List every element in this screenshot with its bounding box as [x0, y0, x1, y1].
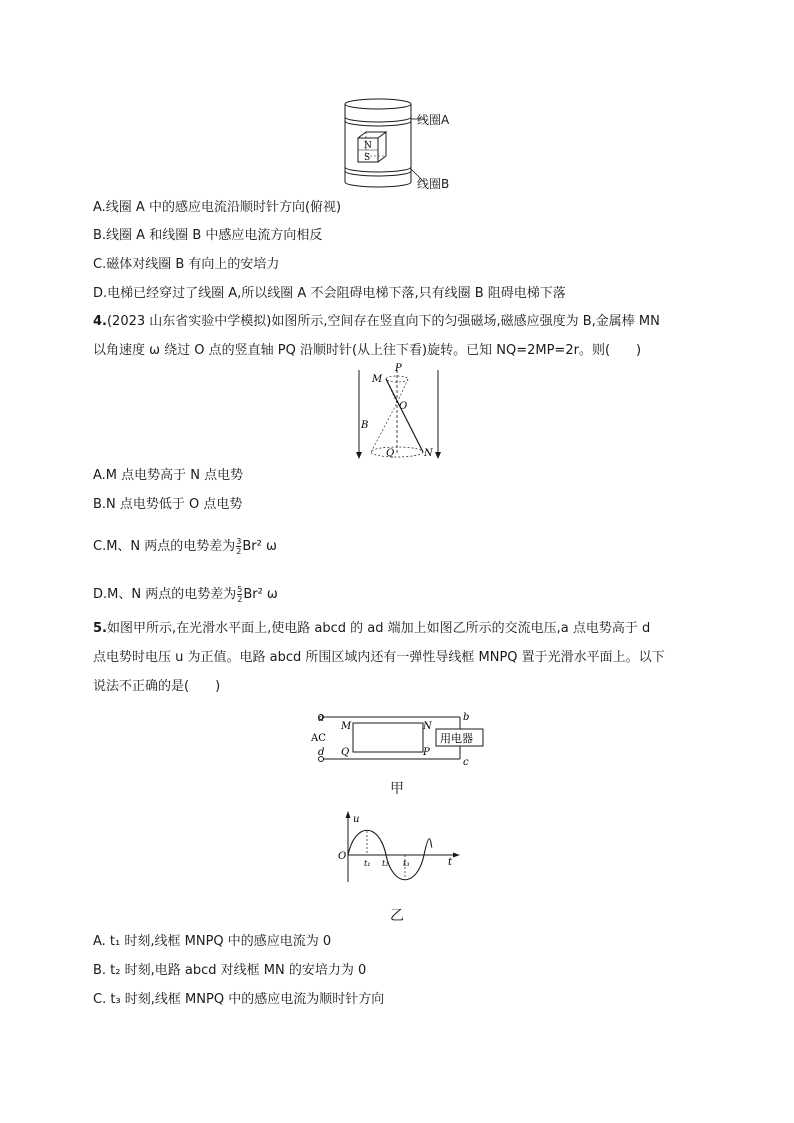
q4-stem-line2: 以角速度 ω 绕过 O 点的竖直轴 PQ 沿顺时针(从上往下看)旋转。已知 NQ=2MP=2r。则( ): [93, 343, 642, 358]
q3-option-d: D.电梯已经穿过了线圈 A,所以线圈 A 不会阻碍电梯下落,只有线圈 B 阻碍电梯下落: [93, 286, 566, 301]
q5-option-c: C. t₃ 时刻,线框 MNPQ 中的感应电流为顺时针方向: [93, 992, 385, 1007]
figure-cylinder-coils: [338, 96, 478, 196]
label-m: M: [372, 374, 383, 385]
q4-option-c: [93, 537, 277, 556]
circuit-d: d: [318, 747, 325, 758]
graph-u: u: [353, 814, 360, 825]
d-numerator: 5: [237, 585, 243, 594]
caption-yi: 乙: [390, 908, 404, 924]
device-label: 用电器: [440, 732, 473, 745]
graph-t: t: [448, 857, 453, 868]
coil-b-label: 线圈B: [417, 177, 450, 191]
q4-option-c-fraction: [236, 537, 241, 556]
c-numerator: 3: [236, 537, 242, 546]
q4-option-b: B.N 点电势低于 O 点电势: [93, 497, 243, 512]
caption-jia: 甲: [390, 781, 404, 797]
q5-option-b: B. t₂ 时刻,电路 abcd 对线框 MN 的安培力为 0: [93, 963, 367, 978]
circuit-p: P: [423, 747, 430, 758]
figure-voltage-graph-yi: [335, 810, 465, 892]
figure-circuit-jia: [305, 708, 495, 772]
figure-rotating-rod: [348, 362, 448, 466]
coil-a-label: 线圈A: [417, 113, 450, 127]
q5-number: 5.: [93, 621, 107, 636]
label-b: B: [361, 420, 369, 431]
circuit-ac: AC: [311, 733, 326, 744]
circuit-m: M: [341, 721, 352, 732]
c-denominator: 2: [236, 547, 242, 556]
q4-stem-text1: (2023 山东省实验中学模拟)如图所示,空间存在竖直向下的匀强磁场,磁感应强度为 B,金属棒 MN: [106, 314, 660, 329]
q4-number: 4.: [93, 314, 107, 329]
q5-stem-line2: 点电势时电压 u 为正值。电路 abcd 所围区域内还有一弹性导线框 MNPQ 置于光滑水平面上。以下: [93, 650, 665, 665]
q4-option-c-expr: Br² ω: [242, 539, 277, 554]
label-n: N: [424, 448, 433, 459]
q4-option-d-text: D.M、N 两点的电势差为: [93, 587, 237, 602]
q5-option-a: A. t₁ 时刻,线框 MNPQ 中的感应电流为 0: [93, 934, 332, 949]
q4-option-d-expr: Br² ω: [243, 587, 278, 602]
q4-option-a: A.M 点电势高于 N 点电势: [93, 468, 244, 483]
circuit-n: N: [423, 721, 432, 732]
circuit-a: a: [318, 713, 324, 724]
q4-option-d-fraction: [237, 585, 242, 604]
circuit-b: b: [463, 712, 470, 723]
q3-option-a: A.线圈 A 中的感应电流沿顺时针方向(俯视): [93, 200, 342, 215]
magnet-s-label: S: [364, 153, 371, 163]
label-o: O: [399, 401, 408, 412]
magnet-n-label: N: [364, 141, 372, 151]
q5-stem-line1: [93, 620, 650, 638]
q4-option-c-text: C.M、N 两点的电势差为: [93, 539, 236, 554]
q5-stem-text1: 如图甲所示,在光滑水平面上,使电路 abcd 的 ad 端加上如图乙所示的交流电压,a 点电势高于 d: [106, 621, 651, 636]
q5-stem-line3: 说法不正确的是( ): [93, 679, 221, 694]
q3-option-b: B.线圈 A 和线圈 B 中感应电流方向相反: [93, 228, 323, 243]
circuit-q: Q: [341, 747, 350, 758]
d-denominator: 2: [237, 595, 243, 604]
graph-t2: t₂: [382, 859, 389, 868]
label-q: Q: [386, 448, 395, 459]
q3-option-c: C.磁体对线圈 B 有向上的安培力: [93, 257, 280, 272]
circuit-c: c: [463, 757, 469, 768]
label-p: P: [395, 363, 402, 374]
graph-t3: t₃: [403, 859, 410, 868]
graph-t1: t₁: [364, 859, 371, 868]
q4-option-d: [93, 585, 278, 604]
graph-o: O: [338, 851, 347, 862]
q4-stem-line1: [93, 313, 660, 331]
